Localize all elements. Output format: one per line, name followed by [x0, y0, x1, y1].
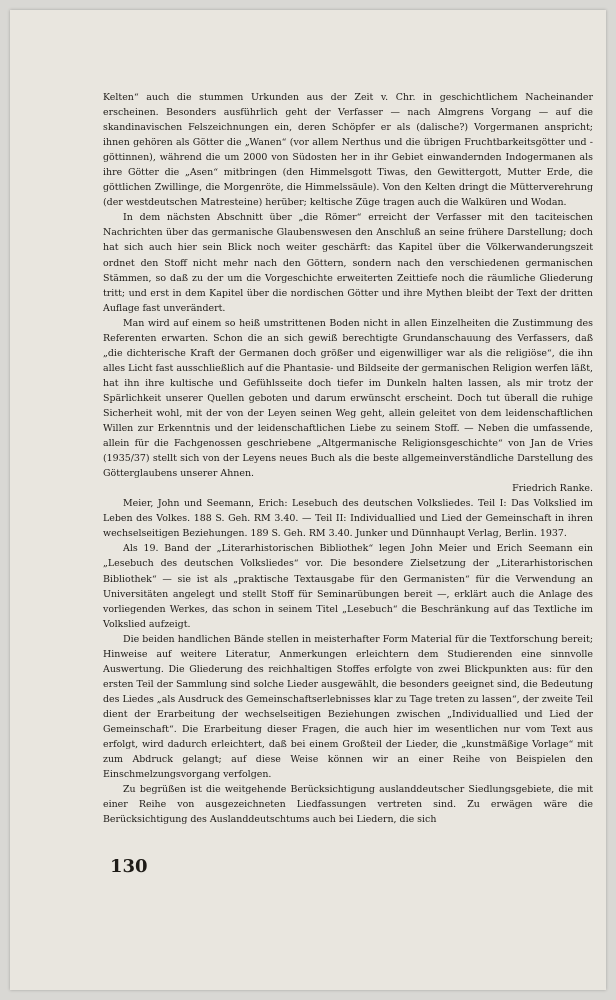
- document-page: [10, 10, 606, 990]
- paragraph: Als 19. Band der „Literarhistorischen Bibliothek“ legen John Meier und Erich Seemann ein „Lesebuch des deutschen Volksliedes“ vor. Die besondere Zielsetzung der „Literarhistorischen Bibliothek“ — sie ist als „praktische Textausgabe für den Germanisten“ für die Verwendung an Universitäten angelegt und stellt Stoff für Seminarübungen bereit —, erklärt auch die Anlage des vorliegenden Werkes, das schon in seinem Titel „Lesebuch“ die Beschränkung auf das Textliche im Volkslied aufzeigt.: [103, 543, 593, 630]
- paragraph: Die beiden handlichen Bände stellen in meisterhafter Form Material für die Textforschung bereit; Hinweise auf weitere Literatur, Anmerkungen erleichtern dem Studierenden eine sinnvolle Auswertung. Die Gliederung des reichhaltigen Stoffes erfolgte von zwei Blickpunkten aus: für den ersten Teil der Sammlung sind solche Lieder ausgewählt, die besonders geeignet sind, die Bedeutung des Liedes „als Ausdruck des Gemeinschaftserlebnisses klar zu Tage treten zu lassen“, der zweite Teil dient der Erarbeitung der wechselseitigen Beziehungen zwischen „Individuallied und Lied der Gemeinschaft“. Die Erarbeitung dieser Fragen, die auch hier im wesentlichen nur vom Text aus erfolgt, wird dadurch erleichtert, daß bei einem Großteil der Lieder, die „kunstmäßige Vorlage“ mit zum Abdruck gelangt; auf diese Weise können wir an einer Reihe von Beispielen den Einschmelzungsvorgang verfolgen.: [103, 633, 594, 781]
- paragraph: Man wird auf einem so heiß umstrittenen Boden nicht in allen Einzelheiten die Zustimmung des Referenten erwarten. Schon die an sich gewiß berechtigte Grundanschauung des Verfassers, daß „die dichterische Kraft der Germanen doch größer und eigenwilliger war als die religiöse“, die ihn alles Licht fast ausschließlich auf die Phantasie- und Bildseite der germanischen Religion werfen läßt, hat ihn ihre kultische und Gefühlsseite doch tiefer im Dunkeln halten lassen, als mir trotz der Spärlichkeit unserer Quellen geboten und darum erwünscht erscheint. Doch tut überall die ruhige Sicherheit wohl, mit der von der Leyen seinen Weg geht, allein geleitet von dem leidenschaftlichen Willen zur Erkenntnis und der leidenschaftlichen Liebe zu seinem Stoff. — Neben die umfassende, allein für die Fachgenossen geschriebene „Altgermanische Religionsgeschichte“ von Jan de Vries (1935/37) stellt sich von der Leyens neues Buch als die beste allgemeinverständliche Darstellung des Götterglaubens unserer Ahnen.: [103, 317, 593, 480]
- paragraph: Kelten“ auch die stummen Urkunden aus der Zeit v. Chr. in geschichtlichem Nacheinander erscheinen. Besonders ausführlich geht der Verfasser — nach Almgrens Vorgang — auf die skandinavischen Felszeichnungen ein, deren Schöpfer er als (dalische?) Vorgermanen anspricht; ihnen gehören als Götter die „Wanen“ (vor allem Nerthus und die übrigen Fruchtbarkeitsgötter und -göttinnen), während die um 2000 von Südosten her in ihr Gebiet einwandernden Indogermanen als ihre Götter die „Asen“ mitbringen (den Himmelsgott Tiwas, den Gewittergott, Mutter Erde, die göttlichen Zwillinge, die Morgenröte, die Himmelssäule). Von den Kelten dringt die Mütterverehrung (der westdeutschen Matresteine) herüber; keltische Züge tragen auch die Walküren und Wodan.: [103, 92, 593, 209]
- review-heading: Meier, John und Seemann, Erich: Lesebuch des deutschen Volksliedes. Teil I: Das Volkslied im Leben des Volkes. 188 S. Geh. RM 3.40. — Teil II: Individuallied und Lied der Gemeinschaft in ihren wechselseitigen Beziehungen. 189 S. Geh. RM 3.40. Junker und Dünnhaupt Verlag, Berlin. 1937.: [103, 498, 593, 540]
- page-number: 130: [110, 856, 148, 877]
- paragraph: In dem nächsten Abschnitt über „die Römer“ erreicht der Verfasser mit den taciteischen Nachrichten über das germanische Glaubenswesen den Anschluß an seine frühere Darstellung; doch hat sich auch hier sein Blick noch weiter geschärft: das Kapitel über die Völkerwanderungszeit ordnet den Stoff nicht mehr nach den Göttern, sondern nach den verschiedenen germanischen Stämmen, so daß zu der um die Vorgeschichte erweiterten Zeittiefe noch die räumliche Gliederung tritt; und erst in dem Kapitel über die nordischen Götter und ihre Mythen bleibt der Text der dritten Auflage fast unverändert.: [103, 212, 593, 314]
- paragraph: Zu begrüßen ist die weitgehende Berücksichtigung auslanddeutscher Siedlungsgebiete, die mit einer Reihe von ausgezeichneten Liedfassungen vertreten sind. Zu erwägen wäre die Berücksichtigung des Auslanddeutschtums auch bei Liedern, die sich: [103, 784, 593, 826]
- body-text: [103, 90, 593, 827]
- review-signature: Friedrich Ranke.: [512, 483, 593, 495]
